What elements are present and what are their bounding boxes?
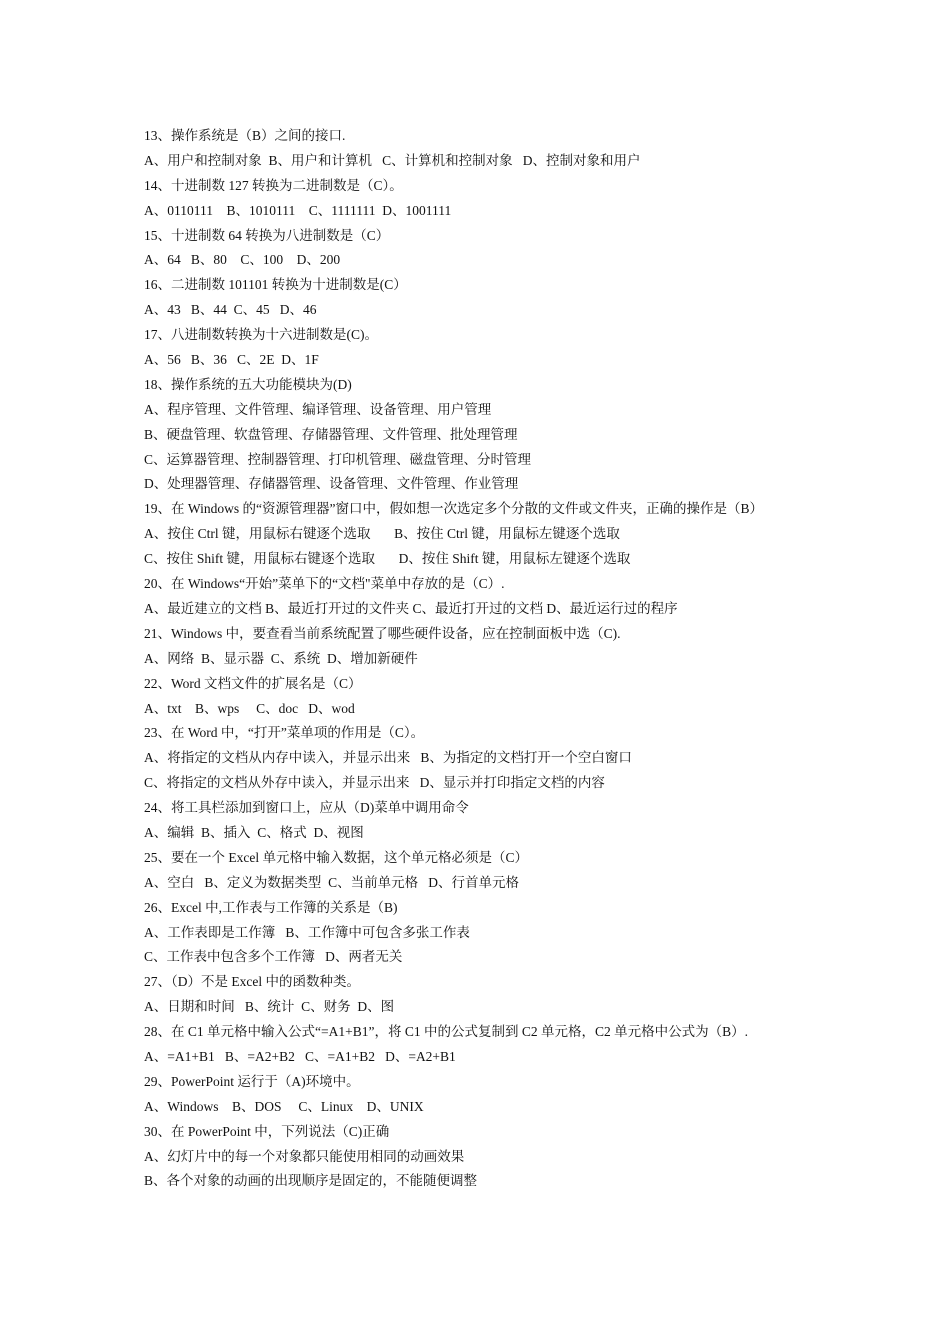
question-15-options: A、64 B、80 C、100 D、200 (144, 252, 341, 268)
question-25-options: A、空白 B、定义为数据类型 C、当前单元格 D、行首单元格 (144, 874, 520, 890)
question-19-options-cd: C、按住 Shift 键，用鼠标右键逐个选取 D、按住 Shift 键，用鼠标左键逐个选取 (144, 551, 631, 567)
question-30-option-b: B、各个对象的动画的出现顺序是固定的，不能随便调整 (144, 1173, 478, 1189)
question-25: 25、要在一个 Excel 单元格中输入数据，这个单元格必须是（C） (144, 849, 528, 865)
question-21: 21、Windows 中，要查看当前系统配置了哪些硬件设备，应在控制面板中选（C). (144, 625, 621, 641)
question-16-options: A、43 B、44 C、45 D、46 (144, 302, 317, 318)
question-23-options-cd: C、将指定的文档从外存中读入，并显示出来 D、显示并打印指定文档的内容 (144, 775, 605, 791)
question-14-options: A、0110111 B、1010111 C、1111111 D、1001111 (144, 202, 452, 218)
question-26-options-cd: C、工作表中包含多个工作簿 D、两者无关 (144, 949, 403, 965)
question-18: 18、操作系统的五大功能模块为(D) (144, 376, 352, 392)
question-19: 19、在 Windows 的“资源管理器”窗口中，假如想一次选定多个分散的文件或文件夹，正确的操作是（B） (144, 501, 763, 517)
question-27-options: A、日期和时间 B、统计 C、财务 D、图 (144, 999, 395, 1015)
question-27: 27、（D）不是 Excel 中的函数种类。 (144, 974, 360, 990)
question-21-options: A、网络 B、显示器 C、系统 D、增加新硬件 (144, 650, 418, 666)
question-28: 28、在 C1 单元格中输入公式“=A1+B1”，将 C1 中的公式复制到 C2 单元格，C2 单元格中公式为（B）. (144, 1024, 748, 1040)
question-20-options: A、最近建立的文档 B、最近打开过的文件夹 C、最近打开过的文档 D、最近运行过的程序 (144, 600, 678, 616)
question-29: 29、PowerPoint 运行于（A)环境中。 (144, 1073, 360, 1089)
question-22-options: A、txt B、wps C、doc D、wod (144, 700, 355, 716)
question-29-options: A、Windows B、DOS C、Linux D、UNIX (144, 1098, 424, 1114)
question-30: 30、在 PowerPoint 中，下列说法（C)正确 (144, 1123, 390, 1139)
question-30-option-a: A、幻灯片中的每一个对象都只能使用相同的动画效果 (144, 1148, 465, 1164)
document-body (144, 124, 809, 1194)
question-17-options: A、56 B、36 C、2E D、1F (144, 352, 319, 368)
question-18-option-b: B、硬盘管理、软盘管理、存储器管理、文件管理、批处理管理 (144, 426, 518, 442)
question-20: 20、在 Windows“开始”菜单下的“文档"菜单中存放的是（C）. (144, 576, 505, 592)
question-14: 14、十进制数 127 转换为二进制数是（C）。 (144, 177, 403, 193)
question-23-options-ab: A、将指定的文档从内存中读入，并显示出来 B、为指定的文档打开一个空白窗口 (144, 750, 632, 766)
question-26: 26、Excel 中,工作表与工作簿的关系是（B) (144, 899, 398, 915)
question-13-options: A、用户和控制对象 B、用户和计算机 C、计算机和控制对象 D、控制对象和用户 (144, 152, 641, 168)
question-13: 13、操作系统是（B）之间的接口. (144, 128, 346, 143)
question-18-option-c: C、运算器管理、控制器管理、打印机管理、磁盘管理、分时管理 (144, 451, 532, 467)
question-22: 22、Word 文档文件的扩展名是（C） (144, 675, 362, 691)
question-28-options: A、=A1+B1 B、=A2+B2 C、=A1+B2 D、=A2+B1 (144, 1048, 456, 1064)
question-17: 17、八进制数转换为十六进制数是(C)。 (144, 327, 378, 343)
question-18-option-a: A、程序管理、文件管理、编译管理、设备管理、用户管理 (144, 401, 492, 417)
question-26-options-ab: A、工作表即是工作簿 B、工作簿中可包含多张工作表 (144, 924, 470, 940)
question-24-options: A、编辑 B、插入 C、格式 D、视图 (144, 824, 364, 840)
question-18-option-d: D、处理器管理、存储器管理、设备管理、文件管理、作业管理 (144, 476, 519, 492)
question-23: 23、在 Word 中，“打开”菜单项的作用是（C）。 (144, 725, 425, 741)
question-16: 16、二进制数 101101 转换为十进制数是(C） (144, 277, 407, 293)
question-15: 15、十进制数 64 转换为八进制数是（C） (144, 227, 390, 243)
question-19-options-ab: A、按住 Ctrl 键，用鼠标右键逐个选取 B、按住 Ctrl 键，用鼠标左键逐个选取 (144, 526, 620, 542)
question-24: 24、将工具栏添加到窗口上，应从（D)菜单中调用命令 (144, 800, 469, 816)
